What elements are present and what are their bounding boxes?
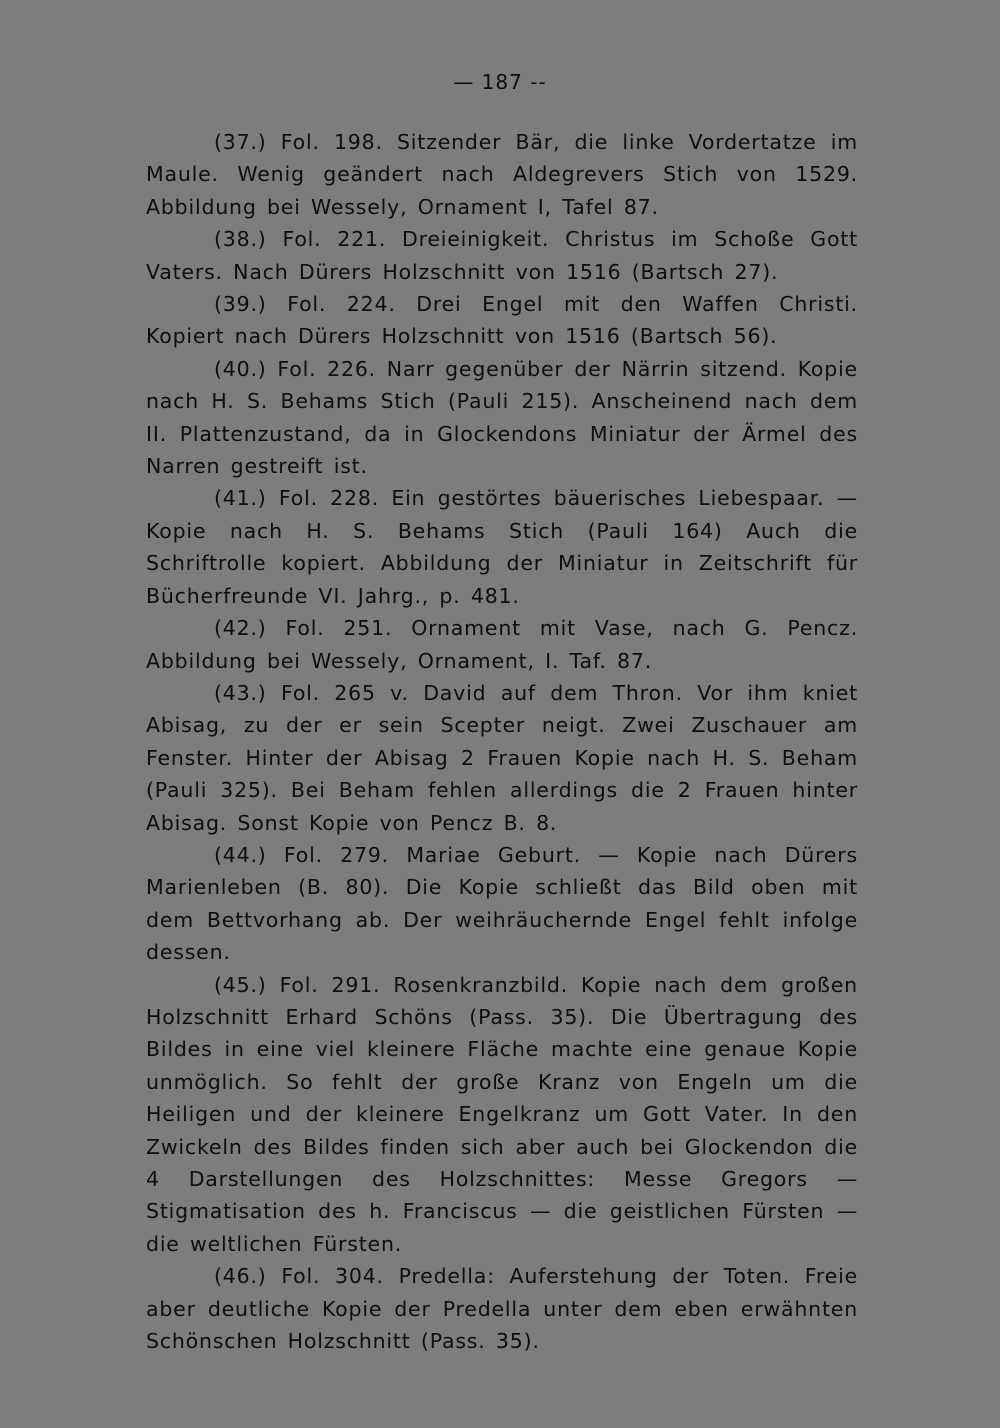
page-number: — 187 -- <box>453 70 547 94</box>
catalog-entry <box>146 223 858 288</box>
entry-folio: Fol. 304. <box>281 1264 384 1289</box>
entry-number: (40.) <box>214 356 267 381</box>
entry-folio: Fol. 198. <box>280 130 383 154</box>
entry-text: David auf dem Thron. Vor ihm kniet Abisag, zu der er sein Scepter neigt. Zwei Zuschauer am Fenster. Hinter der Abisag 2 Frauen Kopie nach H. S. Beham (Pauli 325). Bei Beham fehlen allerdings die 2 Frauen hinter Abisag. Sonst Kopie von Pencz B. 8. <box>146 680 858 835</box>
entry-text: Narr gegenüber der Närrin sitzend. Kopie nach H. S. Behams Stich (Pauli 215). Anscheinend nach dem II. Plattenzustand, da in Glockendons Miniatur der Ärmel des Narren gestreift ist. <box>146 356 858 479</box>
catalog-entry <box>146 1260 858 1357</box>
catalog-entry <box>146 482 858 612</box>
entry-number: (43.) <box>214 680 267 705</box>
entry-text: Rosenkranzbild. Kopie nach dem großen Holzschnitt Erhard Schöns (Pass. 35). Die Übertragung des Bildes in eine viel kleinere Fläche machte eine genaue Kopie unmöglich. So fehlt der große Kranz von Engeln um die Heiligen und der kleinere Engelkranz um Gott Vater. In den Zwickeln des Bildes finden sich aber auch bei Glockendon die 4 Darstellungen des Holzschnittes: Messe Gregors — Stigmatisation des h. Franciscus — die geistlichen Fürsten — die weltlichen Fürsten. <box>146 972 858 1256</box>
body-text <box>146 126 858 1357</box>
entry-number: (46.) <box>214 1264 267 1289</box>
entry-folio: Fol. 228. <box>278 486 380 511</box>
entry-number: (38.) <box>214 227 267 252</box>
catalog-entry <box>146 353 858 483</box>
entry-text: Drei Engel mit den Waffen Christi. Kopiert nach Dürers Holzschnitt von 1516 (Bartsch 56). <box>146 292 858 349</box>
entry-folio: Fol. 279. <box>283 842 390 867</box>
entry-text: Predella: Auferstehung der Toten. Freie aber deutliche Kopie der Predella unter dem eben erwähnten Schönschen Holzschnitt (Pass. 35). <box>146 1264 858 1354</box>
entry-number: (42.) <box>214 616 267 641</box>
catalog-entry <box>146 969 858 1261</box>
entry-folio: Fol. 226. <box>277 356 376 381</box>
entry-folio: Fol. 224. <box>287 292 396 317</box>
entry-number: (45.) <box>214 972 267 997</box>
entry-text: Mariae Geburt. — Kopie nach Dürers Marienleben (B. 80). Die Kopie schließt das Bild oben mit dem Bettvorhang ab. Der weihräuchernde Engel fehlt infolge dessen. <box>146 842 858 965</box>
catalog-entry <box>146 677 858 839</box>
catalog-entry <box>146 126 858 223</box>
entry-folio: Fol. 221. <box>282 227 387 252</box>
entry-text: Dreieinigkeit. Christus im Schoße Gott Vaters. Nach Dürers Holzschnitt von 1516 (Bartsch 27). <box>146 227 858 284</box>
entry-folio: Fol. 291. <box>279 972 381 997</box>
entry-text: Ein gestörtes bäuerisches Liebespaar. — Kopie nach H. S. Behams Stich (Pauli 164) Auch die Schriftrolle kopiert. Abbildung der Miniatur in Zeitschrift für Bücherfreunde VI. Jahrg., p. 481. <box>146 486 858 608</box>
entry-number: (39.) <box>214 292 267 317</box>
entry-number: (44.) <box>214 842 267 867</box>
entry-number: (37.) <box>214 130 267 154</box>
catalog-entry <box>146 839 858 969</box>
catalog-entry <box>146 288 858 353</box>
entry-text: Ornament mit Vase, nach G. Pencz. Abbildung bei Wessely, Ornament, I. Taf. 87. <box>146 616 858 673</box>
entry-folio: Fol. 251. <box>285 616 393 641</box>
entry-folio: Fol. 265 v. <box>280 680 409 705</box>
entry-number: (41.) <box>214 486 267 511</box>
catalog-entry <box>146 612 858 677</box>
entry-text: Sitzender Bär, die linke Vordertatze im Maule. Wenig geändert nach Aldegrevers Stich von 1529. Abbildung bei Wessely, Ornament I, Tafel 87. <box>146 130 858 219</box>
